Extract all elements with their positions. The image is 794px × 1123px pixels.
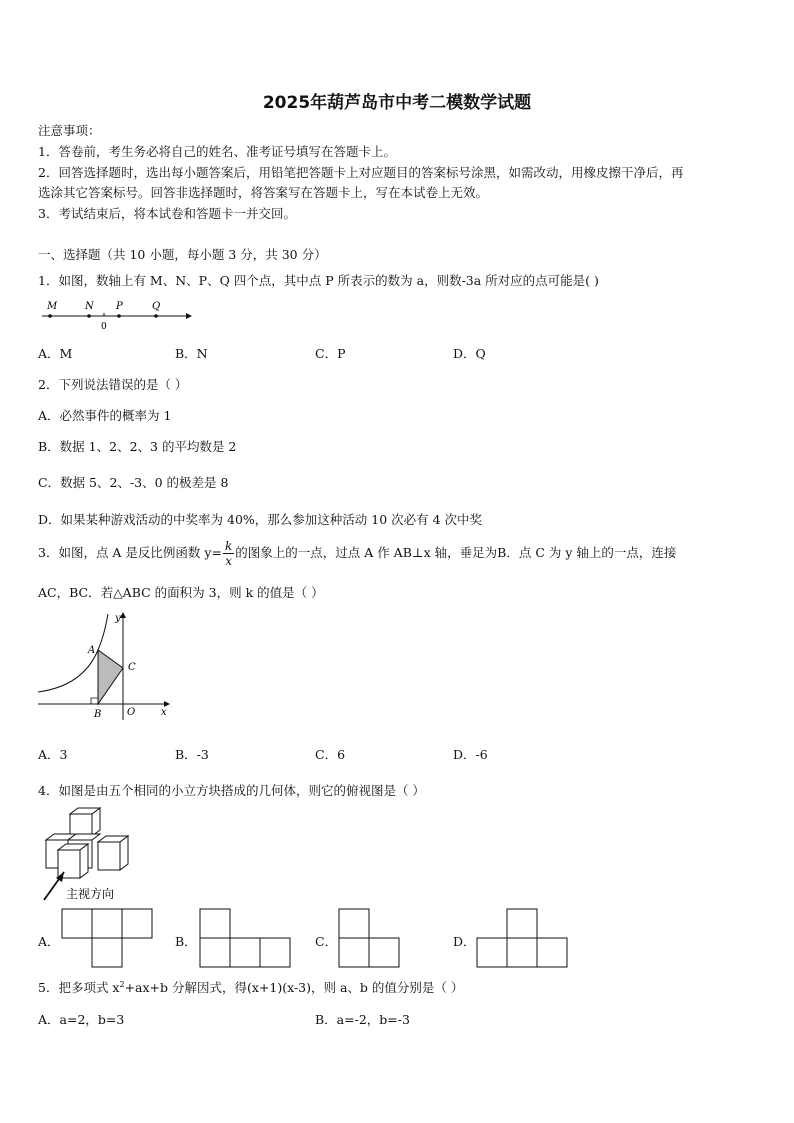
q3-label-b: B (94, 709, 102, 720)
q2-option-b: B．数据 1、2、2、3 的平均数是 2 (38, 439, 237, 454)
q1-number-line-figure (40, 298, 195, 334)
q4-option-c-label: C． (315, 934, 338, 949)
q3-fraction (223, 539, 234, 568)
q4-view-direction-label: 主视方向 (66, 887, 115, 901)
q4-option-b-label: B． (175, 934, 197, 949)
q3-label-a: A (88, 645, 96, 656)
notice-item-3: 3．考试结束后，将本试卷和答题卡一并交回。 (38, 206, 296, 221)
q3-label-y: y (115, 613, 121, 624)
q4-option-c-figure (339, 909, 401, 969)
q5-option-a: A．a=2，b=3 (38, 1012, 125, 1027)
q3-label-c: C (128, 662, 136, 673)
q3-label-o: O (127, 707, 136, 718)
notice-item-2: 2．回答选择题时，选出每小题答案后，用铅笔把答题卡上对应题目的答案标号涂黑，如需改动，用橡皮擦干净后，再 (38, 165, 684, 180)
q2-option-c: C．数据 5、2、-3、0 的极差是 8 (38, 475, 229, 490)
q3-stem-c: AC，BC．若△ABC 的面积为 3，则 k 的值是（ ） (38, 585, 324, 600)
q1-label-p: P (116, 301, 123, 312)
q3-stem-b: 的图象上的一点，过点 A 作 AB⊥x 轴，垂足为B．点 C 为 y 轴上的一点，连接 (235, 545, 677, 560)
q4-option-d-label: D． (453, 934, 476, 949)
q1-option-a: A．M (38, 346, 73, 361)
section-heading: 一、选择题（共 10 小题，每小题 3 分，共 30 分） (38, 247, 327, 262)
q1-option-d: D．Q (453, 346, 486, 361)
page-title: 2025年葫芦岛市中考二模数学试题 (262, 93, 532, 113)
q5-option-b: B．a=-2，b=-3 (315, 1012, 410, 1027)
q4-stem: 4．如图是由五个相同的小立方块搭成的几何体，则它的俯视图是（ ） (38, 783, 425, 798)
notice-heading: 注意事项： (38, 123, 101, 138)
q4-option-d-figure (477, 909, 569, 969)
q3-hyperbola-figure (38, 610, 178, 725)
q3-option-b: B．-3 (175, 747, 209, 762)
q4-option-b-figure (200, 909, 292, 969)
q1-option-c: C．P (315, 346, 346, 361)
q1-stem: 1．如图，数轴上有 M、N、P、Q 四个点，其中点 P 所表示的数为 a，则数-3a 所对应的点可能是( ) (38, 273, 599, 288)
q4-option-a-figure (62, 909, 154, 969)
q1-label-q: Q (152, 301, 161, 312)
q2-stem: 2．下列说法错误的是（ ） (38, 377, 188, 392)
q5-stem (38, 978, 463, 996)
q5-stem-a: 5．把多项式 x (38, 980, 120, 995)
q1-option-b: B．N (175, 346, 208, 361)
q3-stem-a: 3．如图，点 A 是反比例函数 y= (38, 545, 222, 560)
q3-option-d: D．-6 (453, 747, 488, 762)
q4-option-a-label: A． (38, 934, 60, 949)
notice-item-2-cont: 选涂其它答案标号。回答非选择题时，将答案写在答题卡上，写在本试卷上无效。 (38, 185, 489, 200)
q1-label-zero: 0 (101, 322, 107, 332)
q3-frac-den: x (225, 554, 232, 568)
q3-option-c: C．6 (315, 747, 346, 762)
q4-cubes-figure (38, 808, 138, 908)
q3-stem-line-1 (38, 536, 676, 570)
q2-option-d: D．如果某种游戏活动的中奖率为 40%，那么参加这种活动 10 次必有 4 次中奖 (38, 512, 483, 527)
q1-label-n: N (85, 301, 94, 312)
q5-exponent: 2 (119, 979, 125, 989)
q3-option-a: A．3 (38, 747, 68, 762)
q2-option-a: A．必然事件的概率为 1 (38, 408, 172, 423)
q5-stem-b: +ax+b 分解因式，得(x+1)(x-3)，则 a、b 的值分别是（ ） (124, 980, 464, 995)
q3-label-x: x (161, 707, 167, 718)
notice-item-1: 1．答卷前，考生务必将自己的姓名、准考证号填写在答题卡上。 (38, 144, 396, 159)
q3-frac-num: k (224, 539, 233, 553)
q1-label-m: M (47, 301, 58, 312)
